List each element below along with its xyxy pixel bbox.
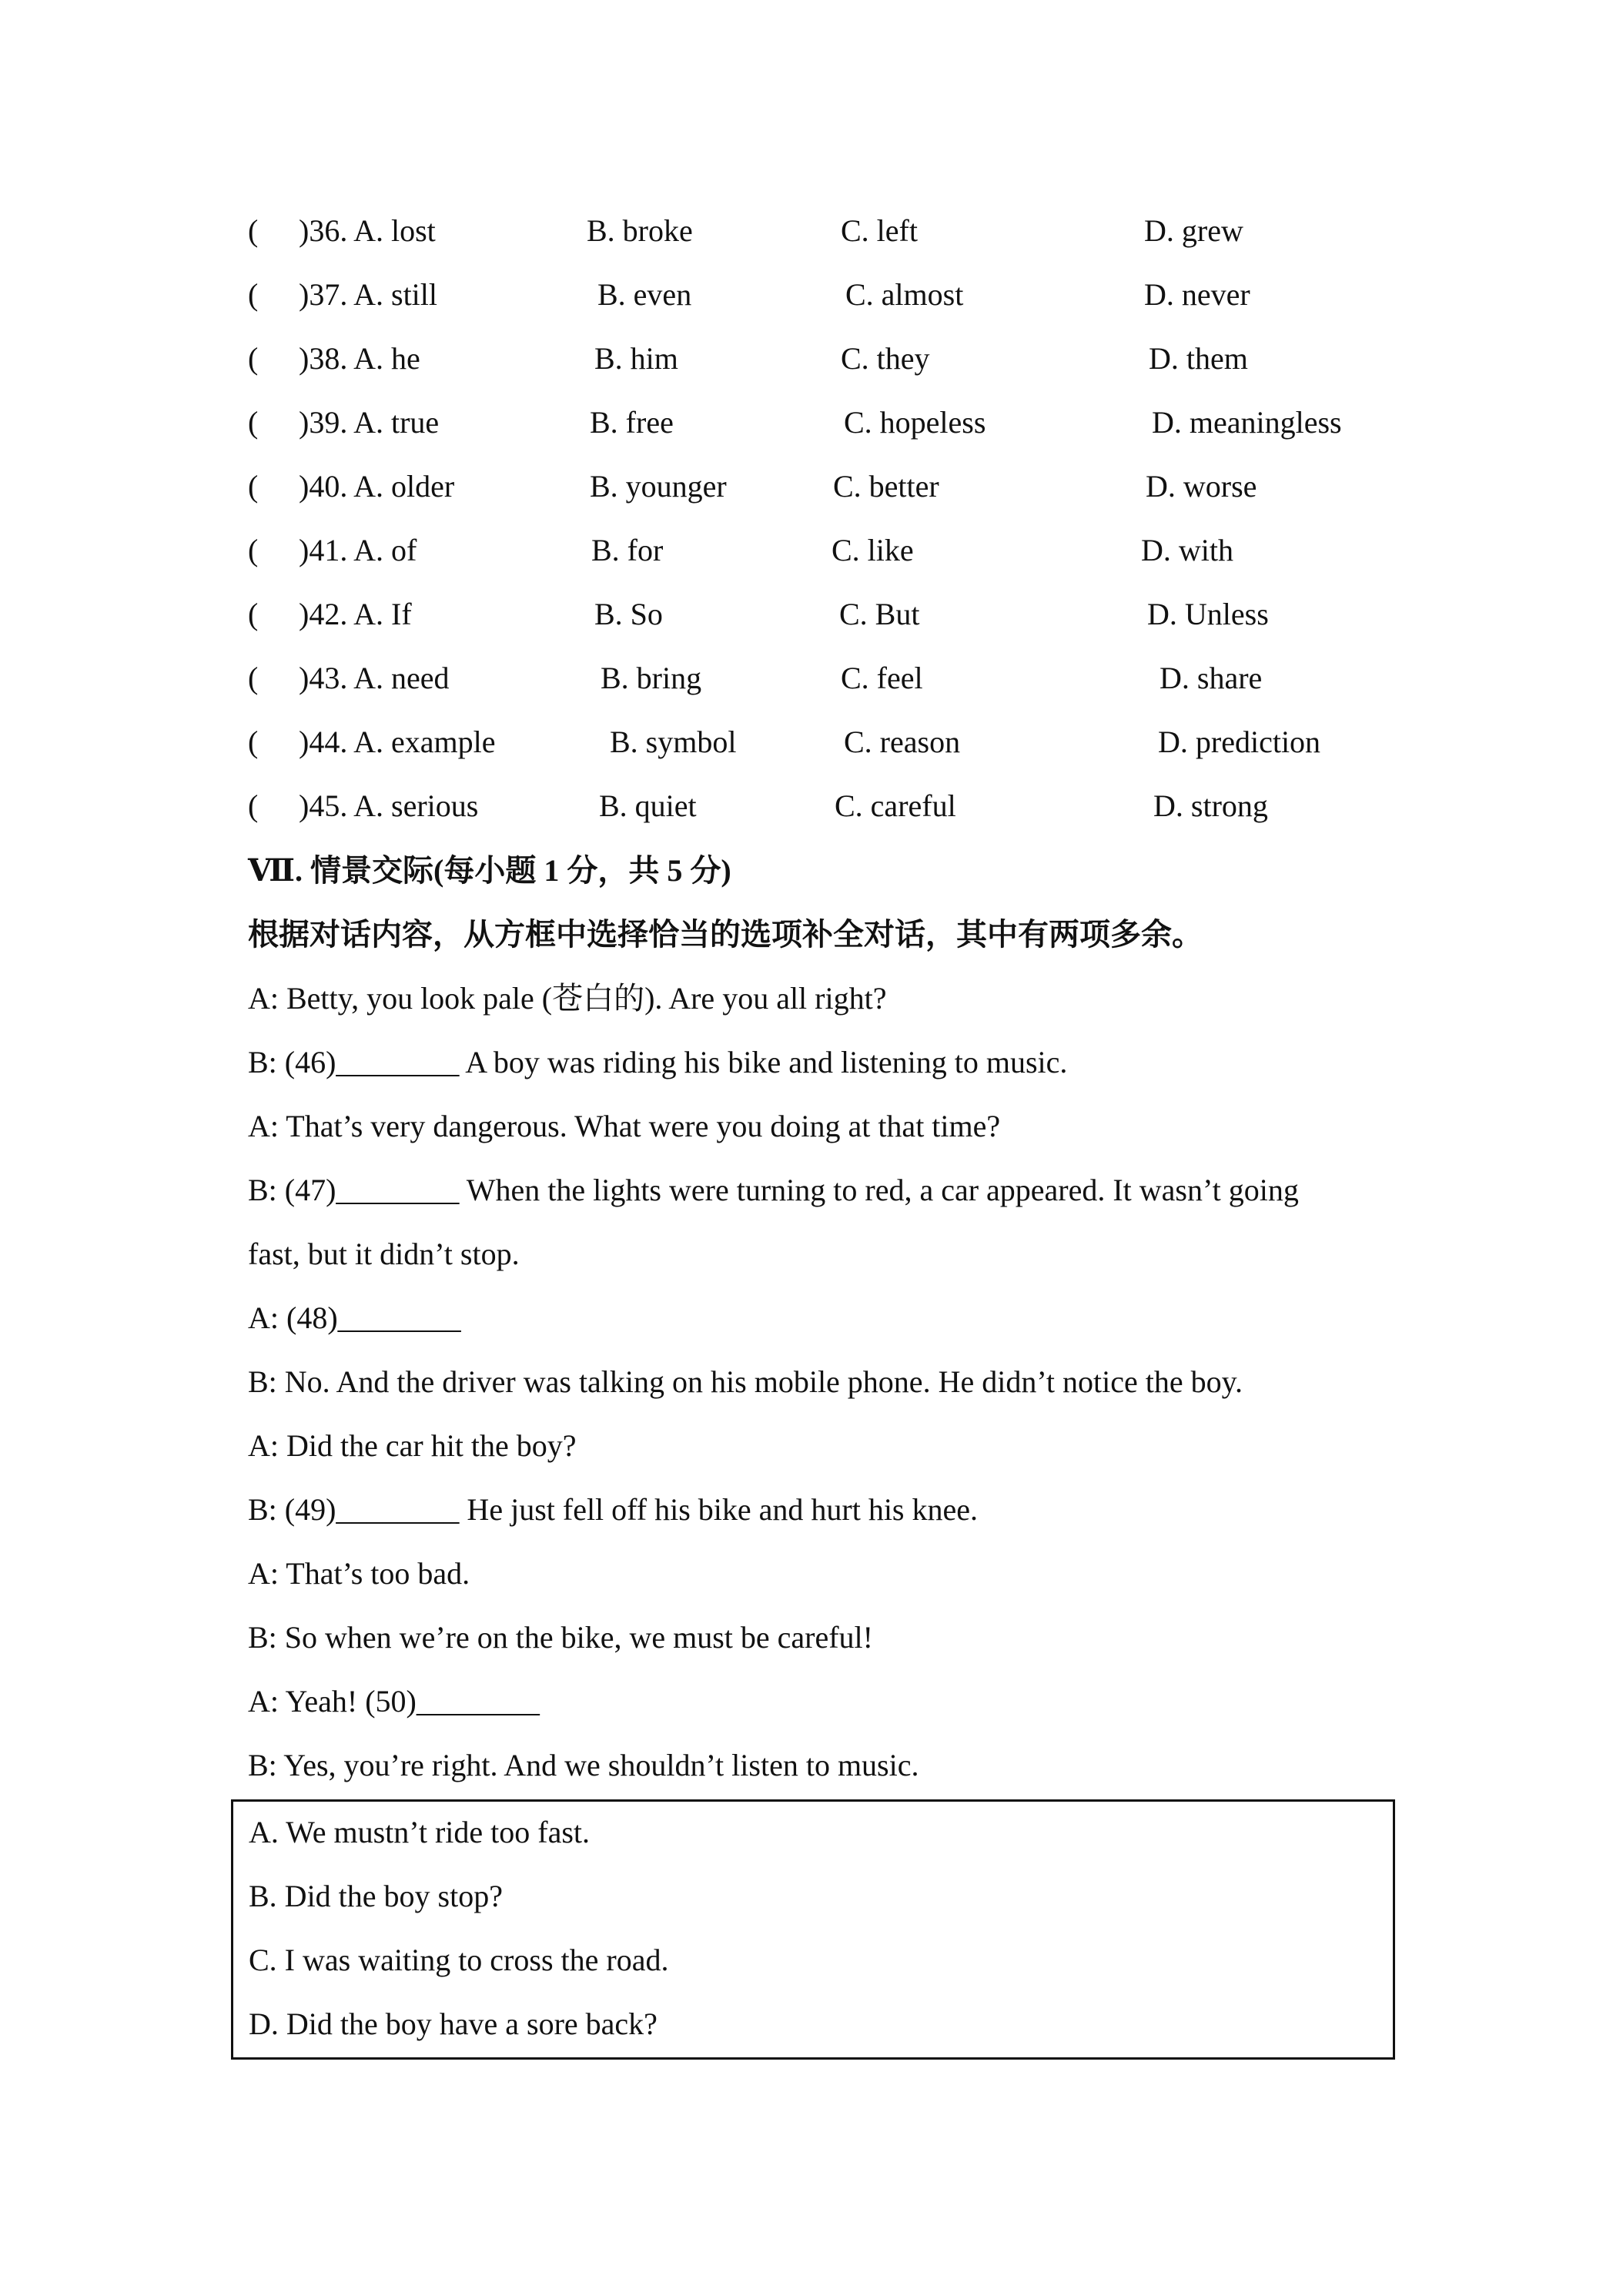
answer-paren: ( [248, 277, 259, 312]
option-b: B. even [597, 277, 692, 312]
option-a: )38. A. he [299, 341, 420, 376]
answer-paren: ( [248, 788, 259, 823]
dialogue-line: A: (48)________ [248, 1300, 461, 1335]
question-row [0, 200, 1623, 262]
dialogue-line: B: (47)________ When the lights were turning to red, a car appeared. It wasn’t going [248, 1173, 1299, 1207]
dialogue-line: fast, but it didn’t stop. [248, 1237, 520, 1271]
answer-paren: ( [248, 533, 259, 567]
option-a: )42. A. If [299, 597, 412, 631]
option-d: D. never [1144, 277, 1250, 312]
option-c: C. But [839, 597, 920, 631]
option-c: C. left [841, 213, 918, 248]
question-row [0, 328, 1623, 390]
option-c: C. hopeless [844, 405, 986, 440]
answer-paren: ( [248, 341, 259, 376]
section-heading: Ⅶ. 情景交际(每小题 1 分，共 5 分) [248, 853, 731, 888]
option-b: B. quiet [599, 788, 697, 823]
option-d: D. share [1160, 661, 1263, 695]
option-c: C. like [832, 533, 914, 567]
question-row [0, 584, 1623, 645]
dialogue-line: B: Yes, you’re right. And we shouldn’t listen to music. [248, 1748, 919, 1782]
option-b: B. broke [587, 213, 693, 248]
dialogue-line: B: No. And the driver was talking on his mobile phone. He didn’t notice the boy. [248, 1364, 1243, 1399]
question-row [0, 456, 1623, 517]
option-a: )39. A. true [299, 405, 440, 440]
dialogue-line: A: That’s too bad. [248, 1556, 470, 1591]
option-a: )41. A. of [299, 533, 417, 567]
answer-paren: ( [248, 725, 259, 759]
answer-paren: ( [248, 597, 259, 631]
option-d: D. meaningless [1152, 405, 1342, 440]
section-instruction: 根据对话内容，从方框中选择恰当的选项补全对话，其中有两项多余。 [248, 917, 1203, 952]
option-d: D. them [1149, 341, 1248, 376]
option-c: C. feel [841, 661, 923, 695]
answer-paren: ( [248, 213, 259, 248]
option-item: C. I was waiting to cross the road. [249, 1943, 669, 1977]
options-box [231, 1799, 1395, 2060]
option-c: C. better [833, 469, 939, 504]
option-c: C. almost [845, 277, 964, 312]
option-item: A. We mustn’t ride too fast. [249, 1815, 591, 1849]
option-a: )36. A. lost [299, 213, 436, 248]
option-d: D. Unless [1147, 597, 1269, 631]
option-a: )37. A. still [299, 277, 438, 312]
option-c: C. careful [835, 788, 956, 823]
option-d: D. with [1141, 533, 1233, 567]
dialogue-line: B: (46)________ A boy was riding his bike and listening to music. [248, 1045, 1068, 1079]
option-b: B. younger [590, 469, 727, 504]
option-c: C. they [841, 341, 930, 376]
question-row [0, 648, 1623, 709]
option-c: C. reason [844, 725, 961, 759]
answer-paren: ( [248, 469, 259, 504]
option-b: B. So [594, 597, 663, 631]
dialogue-line: B: (49)________ He just fell off his bike and hurt his knee. [248, 1492, 979, 1527]
question-row [0, 775, 1623, 837]
option-b: B. symbol [610, 725, 737, 759]
question-row [0, 392, 1623, 454]
dialogue-line: A: Betty, you look pale (苍白的). Are you all right? [248, 981, 887, 1016]
dialogue-line: A: Did the car hit the boy? [248, 1428, 577, 1463]
option-a: )43. A. need [299, 661, 450, 695]
option-b: B. for [591, 533, 664, 567]
option-b: B. bring [601, 661, 702, 695]
option-d: D. worse [1146, 469, 1257, 504]
option-d: D. prediction [1158, 725, 1321, 759]
question-row [0, 711, 1623, 773]
option-d: D. strong [1153, 788, 1268, 823]
option-a: )40. A. older [299, 469, 455, 504]
option-a: )45. A. serious [299, 788, 479, 823]
option-b: B. him [594, 341, 678, 376]
answer-paren: ( [248, 661, 259, 695]
option-item: D. Did the boy have a sore back? [249, 2006, 658, 2041]
dialogue-line: A: Yeah! (50)________ [248, 1684, 540, 1719]
option-a: )44. A. example [299, 725, 496, 759]
option-item: B. Did the boy stop? [249, 1879, 503, 1913]
dialogue-line: B: So when we’re on the bike, we must be careful! [248, 1620, 873, 1655]
answer-paren: ( [248, 405, 259, 440]
dialogue-line: A: That’s very dangerous. What were you doing at that time? [248, 1109, 1001, 1143]
option-b: B. free [590, 405, 674, 440]
option-d: D. grew [1144, 213, 1243, 248]
question-row [0, 264, 1623, 326]
question-row [0, 520, 1623, 581]
